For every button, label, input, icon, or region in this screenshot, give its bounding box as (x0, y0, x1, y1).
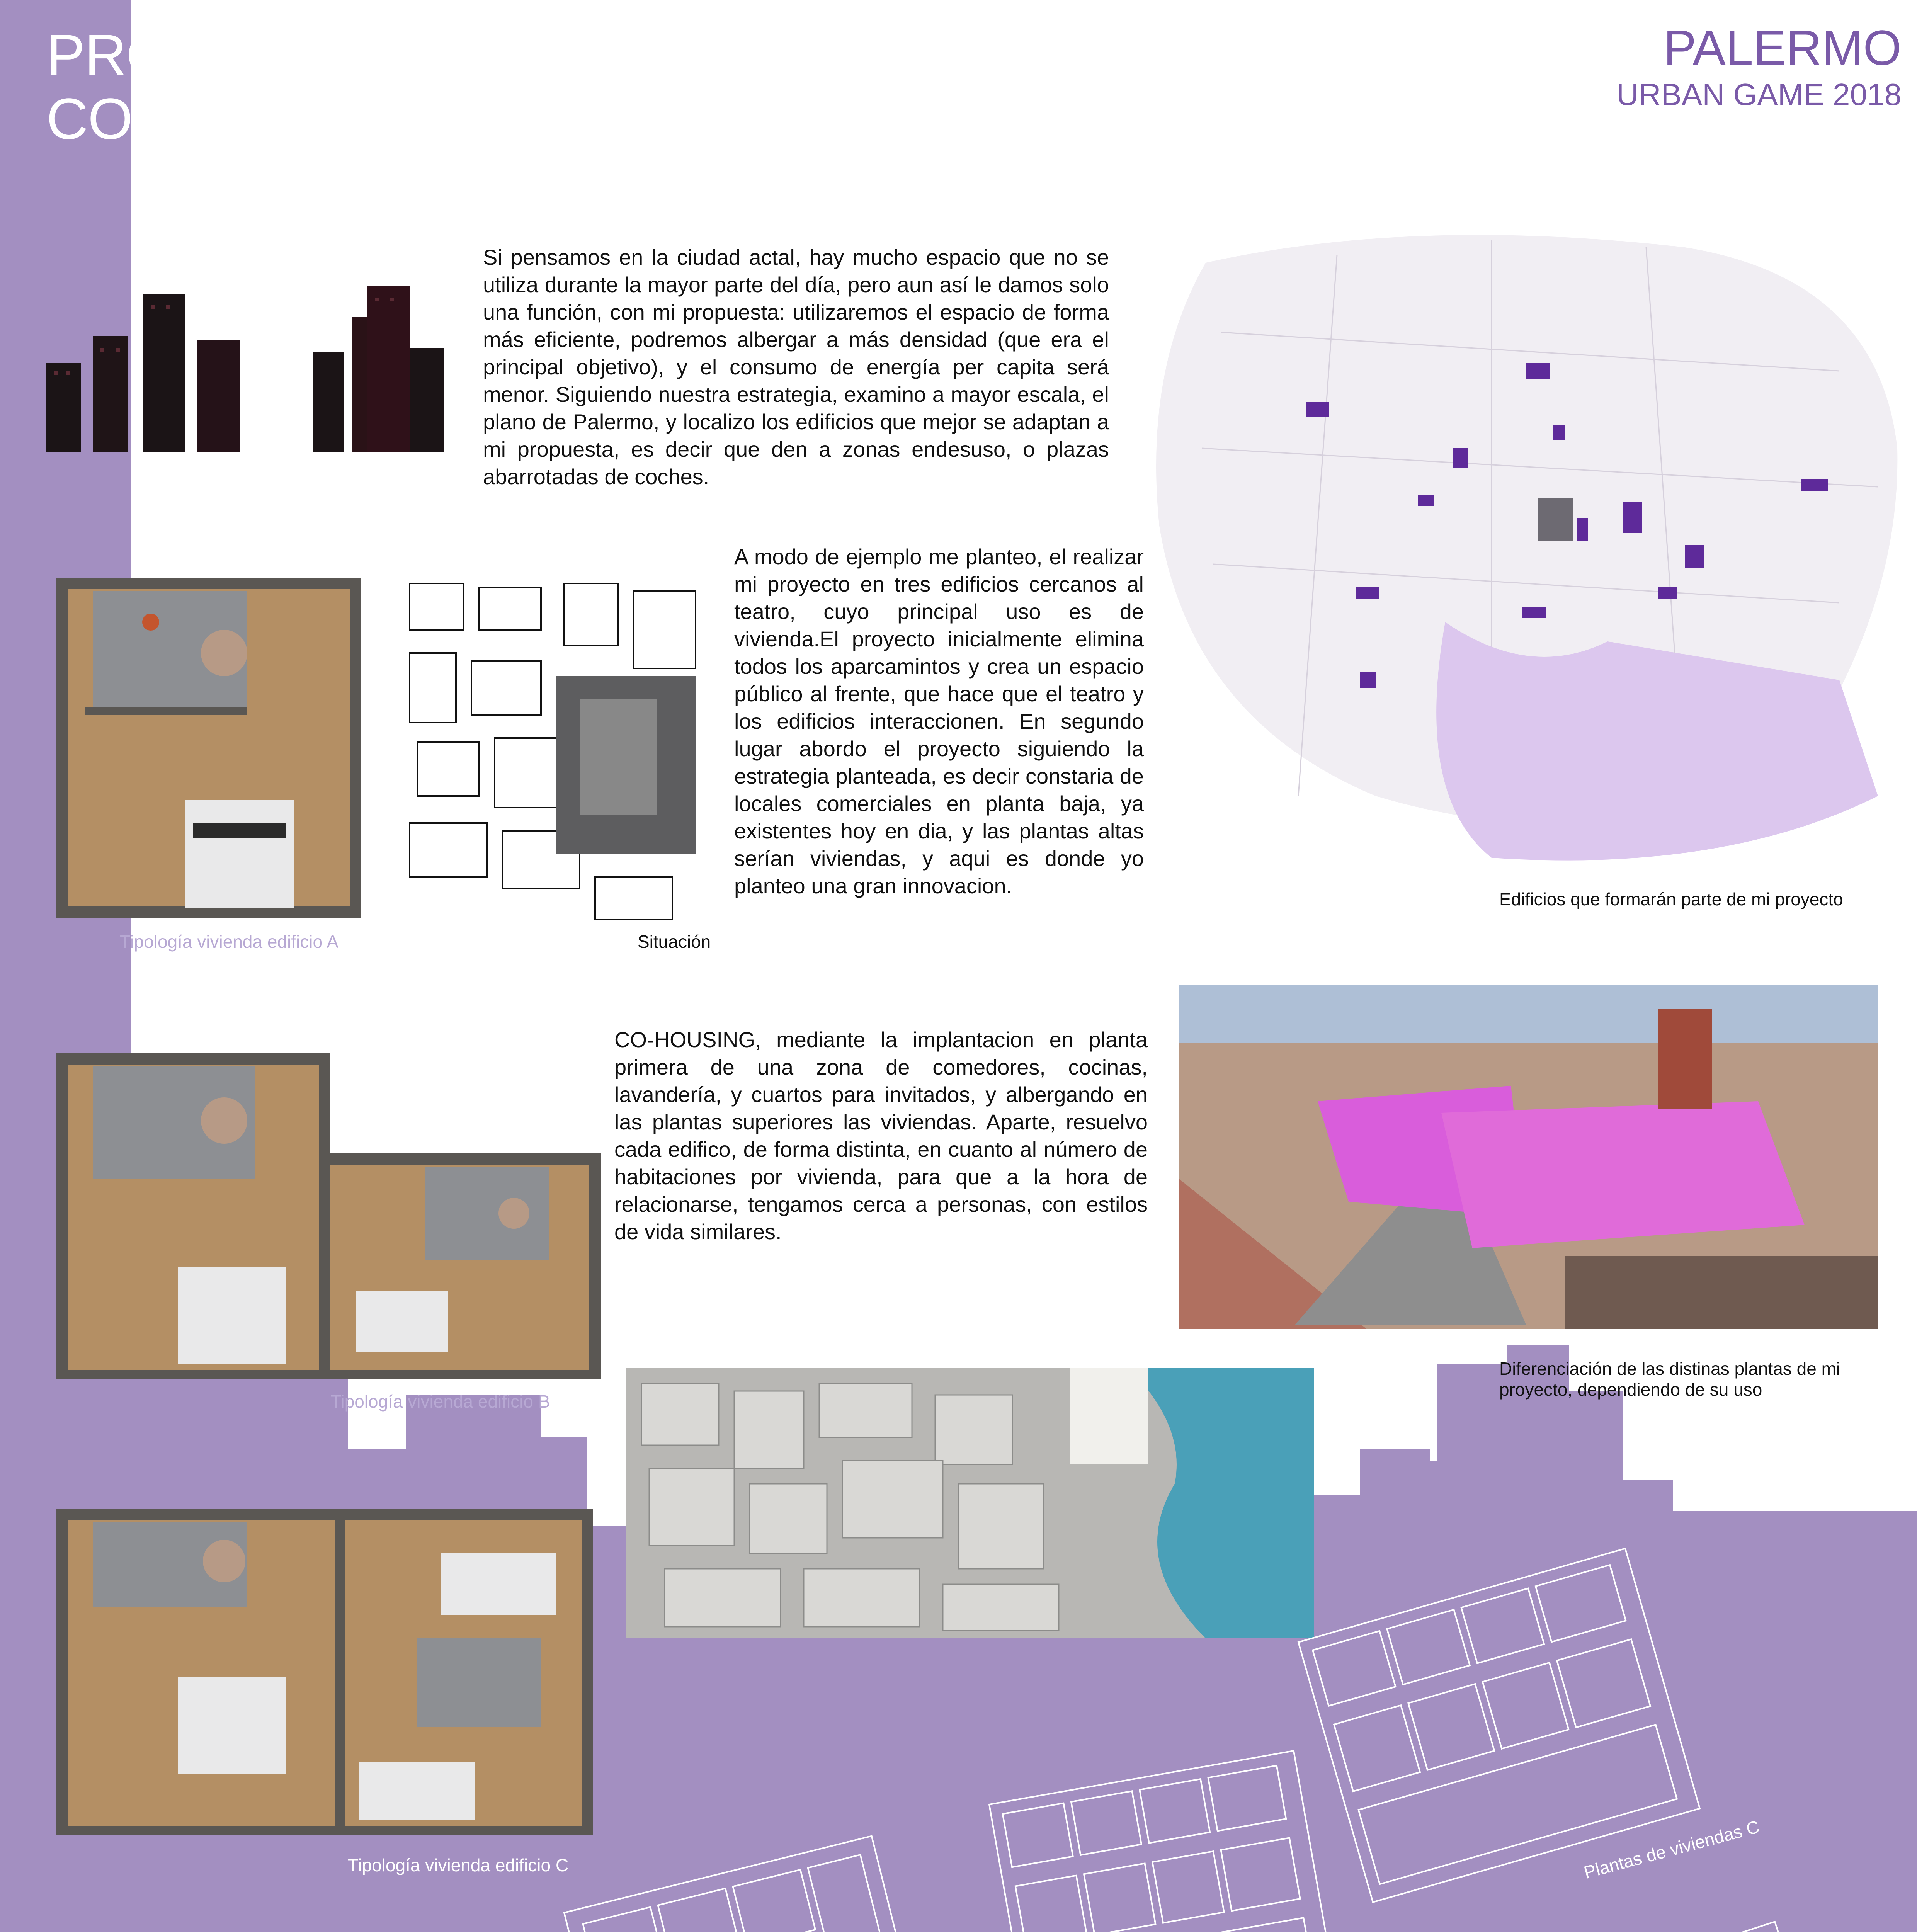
render-caption: Diferenciación de las distinas plantas de mi proyecto, dependiendo de su uso (1499, 1359, 1840, 1400)
tipologia-b-caption: Tipología vivienda edificio B (330, 1391, 550, 1412)
apartment-c-render (54, 1507, 595, 1835)
poster-title (46, 23, 660, 151)
intro-paragraph: Si pensamos en la ciudad actal, hay mucho espacio que no se utiliza durante la mayor parte del día, pero aun así le damos solo una función, con mi propuesta: utilizaremos el espacio de forma más eficiente, podremos albergar a más densidad (que era el principal objetivo), y el consumo de energía per capita será menor. Siguiendo nuestra estrategia, examino a mayor escala, el plano de Palermo, y localizo los edificios que mejor se adaptan a mi propuesta, es decir que den a zonas endesuso, o plazas abarrotadas de coches. (483, 245, 1109, 489)
plan-viviendas-b (989, 1751, 1335, 1932)
title-line-2: CO-HOUSING (46, 86, 419, 151)
tipologia-c-caption: Tipología vivienda edificio C (348, 1855, 569, 1875)
floor-plans-group (533, 1526, 1886, 1932)
example-paragraph: A modo de ejemplo me planteo, el realizar mi proyecto en tres edificios cercanos al teatro, cuyo principal uso es de vivienda.El proyecto inicialmente elimina todos los aparcamintos y crea un espacio público al frente, que hace que el teatro y los edificios interaccionen. En segundo lugar abordo el proyecto siguiendo la estrategia planteada, es decir constaria de locales comerciales en planta baja, ya existentes hoy en dia, y las plantas altas serían viviendas, y aqui es donde yo planteo una gran innovacion. (734, 544, 1144, 898)
plan-viviendas-a (564, 1836, 931, 1932)
brand-city: PALERMO (1663, 20, 1902, 76)
title-line-1: PROYECTO.PALERMO (46, 22, 660, 87)
situacion-caption: Situación (638, 932, 711, 952)
aerial-render (1179, 985, 1878, 1329)
cohousing-paragraph: CO-HOUSING, mediante la implantacion en planta primera de una zona de comedores, cocinas, lavandería, y cuartos para invitados, y albergando en las plantas superiores las viviendas. Aparte, resuelvo cada edifico, de forma distinta, en cuanto al número de habitaciones por vivienda, para que a la hora de relacionarse, tengamos cerca a personas, con estilos de vida similares. (614, 1027, 1148, 1244)
palermo-map (1144, 216, 1901, 873)
brand-event: URBAN GAME 2018 (1616, 77, 1902, 112)
brand-block (1616, 21, 1902, 114)
map-caption: Edificios que formarán parte de mi proyecto (1499, 889, 1843, 909)
towers-illustration (43, 270, 452, 452)
apartment-b-render (54, 1051, 603, 1379)
tipologia-a-caption: Tipología vivienda edificio A (120, 932, 338, 952)
apartment-a-render (54, 576, 363, 920)
label-viviendas-c: Plantas de viviendas C (1582, 1816, 1762, 1883)
situacion-plan (402, 576, 711, 931)
plan-comedores-c (1422, 1922, 1849, 1932)
